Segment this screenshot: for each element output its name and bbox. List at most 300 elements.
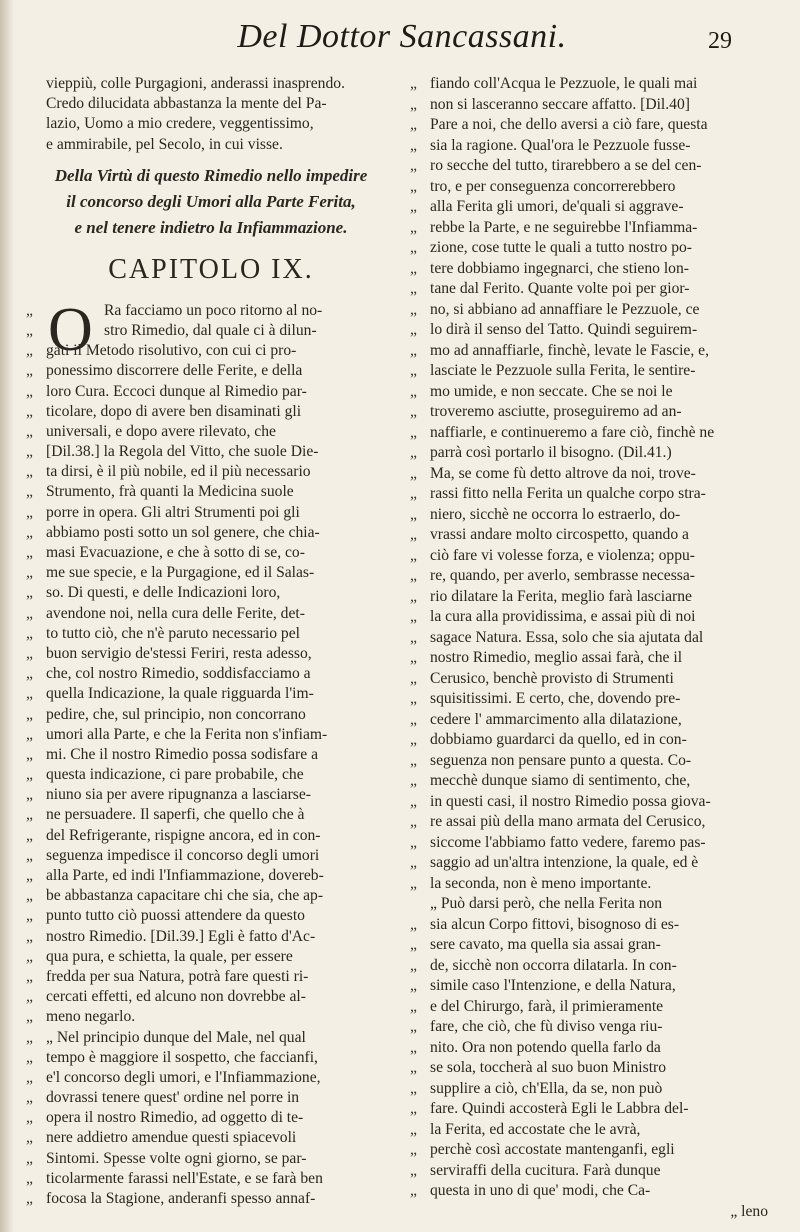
line-text: qua pura, e schietta, la quale, per essere bbox=[46, 947, 293, 965]
right-column bbox=[410, 74, 774, 1222]
text-line bbox=[410, 197, 774, 218]
quote-mark: „ bbox=[410, 772, 417, 789]
quote-mark: „ bbox=[26, 443, 33, 461]
line-text: avendone noi, nella cura delle Ferite, det- bbox=[46, 604, 305, 622]
text-line bbox=[410, 1038, 774, 1059]
line-text: supplire a ciò, ch'Ella, da se, non può bbox=[430, 1079, 663, 1097]
left-body bbox=[26, 341, 396, 1209]
line-text: e'l concorso degli umori, e l'Infiammazione, bbox=[46, 1068, 321, 1086]
quote-mark: „ bbox=[410, 915, 417, 933]
text-line bbox=[410, 976, 774, 997]
line-text: in questi casi, il nostro Rimedio possa giova- bbox=[430, 792, 711, 810]
line-text: sere cavato, ma quella sia assai gran- bbox=[430, 936, 661, 953]
text-line bbox=[410, 464, 774, 485]
line-text: parrà così portarlo il bisogno. (Dil.41.) bbox=[430, 444, 672, 461]
quote-mark: „ bbox=[26, 846, 33, 864]
line-text: Cerusico, benchè provisto di Strumenti bbox=[430, 669, 674, 687]
quote-mark: „ bbox=[410, 546, 417, 564]
line-text: nito. Ora non potendo quella farlo da bbox=[430, 1038, 661, 1056]
line-text: alla Parte, ed indi l'Infiammazione, dovereb- bbox=[46, 867, 324, 884]
quote-mark: „ bbox=[26, 1048, 33, 1066]
line-text: to tutto ciò, che n'è paruto necessario pel bbox=[46, 624, 300, 642]
line-text: porre in opera. Gli altri Strumenti poi gli bbox=[46, 503, 300, 521]
line-text: vieppiù, colle Purgagioni, anderassi inasprendo. bbox=[46, 75, 345, 92]
text-line bbox=[410, 279, 774, 300]
line-text: vrassi andare molto circospetto, quando a bbox=[430, 526, 689, 543]
text-line bbox=[410, 1017, 774, 1038]
text-line bbox=[410, 628, 774, 649]
line-text: mo ad annaffiarle, finchè, levate le Fascie, e, bbox=[430, 341, 709, 359]
line-text: questa indicazione, ci pare probabile, che bbox=[46, 766, 304, 784]
line-text: mo umide, e non seccate. Che se noi le bbox=[430, 382, 673, 400]
text-line bbox=[26, 664, 396, 684]
text-line bbox=[410, 177, 774, 198]
line-text: [Dil.38.] la Regola del Vitto, che suole Die- bbox=[46, 443, 319, 461]
text-line bbox=[410, 771, 774, 792]
quote-mark: „ bbox=[410, 505, 417, 523]
line-text: Strumento, frà quanti la Medicina suole bbox=[46, 483, 294, 501]
line-text: „ Può darsi però, che nella Ferita non bbox=[430, 895, 663, 912]
line-text: masi Evacuazione, e che à sotto di se, co- bbox=[46, 544, 305, 561]
text-line bbox=[410, 792, 774, 813]
line-text: fiando coll'Acqua le Pezzuole, le quali mai bbox=[430, 75, 698, 92]
chapter-title: CAPITOLO IX. bbox=[108, 253, 314, 285]
text-line bbox=[410, 853, 774, 874]
line-text: ciò fare vi volesse forza, e violenza; oppu- bbox=[430, 546, 695, 564]
quote-mark: „ bbox=[410, 485, 417, 502]
text-line bbox=[410, 95, 774, 116]
quote-mark: „ bbox=[410, 710, 417, 728]
text-line bbox=[26, 74, 396, 94]
line-text: niero, sicchè ne occorra lo estraerlo, do- bbox=[430, 505, 681, 523]
text-line bbox=[26, 987, 396, 1007]
quote-mark: „ bbox=[26, 665, 33, 683]
quote-mark: „ bbox=[26, 342, 33, 360]
line-text: seguenza non pensare punto a questa. Co- bbox=[430, 751, 692, 769]
line-text: del Refrigerante, rispigne ancora, ed in con- bbox=[46, 826, 321, 844]
quote-mark: „ bbox=[410, 198, 417, 215]
line-text: perchè così accostate mantenganfi, egli bbox=[430, 1141, 675, 1158]
line-text: lasciate le Pezzuole sulla Ferita, le sentire- bbox=[430, 362, 696, 379]
line-text: ta dirsi, è il più nobile, ed il più necessario bbox=[46, 463, 311, 481]
quote-mark: „ bbox=[26, 705, 33, 723]
text-line bbox=[26, 462, 396, 482]
line-text: questa in uno di que' modi, che Ca- bbox=[430, 1182, 651, 1199]
right-body bbox=[410, 74, 774, 1202]
quote-mark: „ bbox=[26, 766, 33, 784]
quote-mark: „ bbox=[410, 1038, 417, 1056]
text-line bbox=[26, 947, 396, 967]
line-text: punto tutto ciò puossi attendere da questo bbox=[46, 907, 305, 925]
line-text: ticolarmente farassi nell'Estate, e se farà ben bbox=[46, 1169, 323, 1187]
line-text: sia alcun Corpo fittovi, bisognoso di es- bbox=[430, 915, 680, 933]
text-line bbox=[410, 484, 774, 505]
quote-mark: „ bbox=[26, 1089, 33, 1107]
quote-mark: „ bbox=[410, 157, 417, 174]
quote-mark: „ bbox=[410, 649, 417, 666]
quote-mark: „ bbox=[410, 608, 417, 625]
text-line bbox=[410, 894, 774, 915]
quote-mark: „ bbox=[26, 685, 33, 703]
quote-mark: „ bbox=[410, 977, 417, 994]
line-text: squisitissimi. E certo, che, dovendo pre- bbox=[430, 690, 681, 707]
text-line bbox=[26, 1149, 396, 1169]
line-text: dobbiamo guardarci da quello, ed in con- bbox=[430, 731, 687, 748]
left-column bbox=[26, 74, 396, 1209]
line-text: stro Rimedio, dal quale ci à dilun- bbox=[104, 321, 317, 339]
quote-mark: „ bbox=[26, 887, 33, 905]
line-text: sia la ragione. Qual'ora le Pezzuole fusse- bbox=[430, 136, 691, 154]
quote-mark: „ bbox=[410, 280, 417, 297]
text-line bbox=[26, 1068, 396, 1088]
text-line bbox=[410, 607, 774, 628]
line-text: la seconda, non è meno importante. bbox=[430, 874, 652, 892]
quote-mark: „ bbox=[410, 587, 417, 605]
line-text: so. Di questi, e delle Indicazioni loro, bbox=[46, 584, 281, 602]
text-line bbox=[26, 826, 396, 846]
line-text: simile caso l'Intenzione, e della Natura, bbox=[430, 977, 676, 994]
quote-mark: „ bbox=[410, 75, 417, 92]
quote-mark: „ bbox=[410, 792, 417, 810]
quote-mark: „ bbox=[26, 1190, 33, 1207]
text-line bbox=[410, 669, 774, 690]
line-text: ticolare, dopo di avere ben disaminati gli bbox=[46, 402, 302, 420]
line-text: focosa la Stagione, anderanfi spesso annaf- bbox=[46, 1190, 316, 1207]
quote-mark: „ bbox=[26, 503, 33, 521]
text-line bbox=[410, 525, 774, 546]
line-text: cercati effetti, ed alcuno non dovrebbe al- bbox=[46, 988, 306, 1006]
text-line bbox=[410, 300, 774, 321]
text-line bbox=[410, 505, 774, 526]
quote-mark: „ bbox=[26, 1008, 33, 1026]
quote-mark: „ bbox=[26, 604, 33, 622]
text-line bbox=[410, 136, 774, 157]
line-text: re assai più della mano armata del Cerusico, bbox=[430, 813, 706, 830]
line-text: siccome l'abbiamo fatto vedere, faremo pas- bbox=[430, 833, 706, 851]
quote-mark: „ bbox=[410, 1100, 417, 1117]
quote-mark: „ bbox=[410, 1059, 417, 1076]
text-line bbox=[26, 1108, 396, 1128]
quote-mark: „ bbox=[410, 690, 417, 707]
line-text: cedere l' ammarcimento alla dilatazione, bbox=[430, 710, 682, 728]
line-text: Pare a noi, che dello aversi a ciò fare, questa bbox=[430, 116, 708, 133]
line-text: troveremo asciutte, proseguiremo ad an- bbox=[430, 403, 682, 420]
text-line bbox=[26, 402, 396, 422]
text-line bbox=[410, 74, 774, 95]
text-line bbox=[26, 644, 396, 664]
quote-mark: „ bbox=[410, 567, 417, 584]
text-line bbox=[26, 503, 396, 523]
text-line bbox=[410, 156, 774, 177]
text-line bbox=[26, 684, 396, 704]
text-line bbox=[26, 805, 396, 825]
quote-mark: „ bbox=[26, 725, 33, 743]
quote-mark: „ bbox=[410, 854, 417, 871]
quote-mark: „ bbox=[410, 1161, 417, 1179]
quote-mark: „ bbox=[26, 544, 33, 561]
quote-mark: „ bbox=[26, 1109, 33, 1127]
heading-line: e nel tenere indietro la Infiammazione. bbox=[74, 217, 348, 237]
line-text: alla Ferita gli umori, de'quali si aggrave- bbox=[430, 198, 684, 215]
quote-mark: „ bbox=[26, 463, 33, 481]
quote-mark: „ bbox=[26, 1149, 33, 1167]
quote-mark: „ bbox=[26, 422, 33, 440]
quote-mark: „ bbox=[26, 826, 33, 844]
text-line bbox=[410, 997, 774, 1018]
line-text: mecchè dunque siamo di sentimento, che, bbox=[430, 772, 691, 789]
text-line bbox=[26, 906, 396, 926]
quote-mark: „ bbox=[410, 833, 417, 851]
line-text: nostro Rimedio, meglio assai farà, che il bbox=[430, 649, 683, 666]
line-text: rio dilatare la Ferita, meglio farà lasciarne bbox=[430, 587, 692, 605]
line-text: „ Nel principio dunque del Male, nel qual bbox=[46, 1028, 306, 1046]
quote-mark: „ bbox=[410, 341, 417, 359]
line-text: la cura alla providissima, e assai più di noi bbox=[430, 608, 696, 625]
quote-mark: „ bbox=[410, 936, 417, 953]
quote-mark: „ bbox=[26, 806, 33, 824]
line-text: re, quando, per averlo, sembrasse necessa- bbox=[430, 567, 695, 584]
line-text: zione, cose tutte le quali a tutto nostro po- bbox=[430, 239, 692, 256]
quote-mark: „ bbox=[410, 403, 417, 420]
text-line bbox=[410, 730, 774, 751]
quote-mark: „ bbox=[26, 1068, 33, 1086]
quote-mark: „ bbox=[410, 239, 417, 256]
text-line bbox=[410, 1120, 774, 1141]
text-line bbox=[26, 523, 396, 543]
text-line bbox=[410, 812, 774, 833]
text-line bbox=[26, 866, 396, 886]
text-line bbox=[410, 710, 774, 731]
text-line bbox=[26, 1169, 396, 1189]
text-line bbox=[410, 1181, 774, 1202]
quote-mark: „ bbox=[410, 136, 417, 154]
text-line bbox=[26, 114, 396, 134]
text-line bbox=[26, 927, 396, 947]
text-line bbox=[410, 218, 774, 239]
quote-mark: „ bbox=[26, 624, 33, 642]
quote-mark: „ bbox=[410, 177, 417, 195]
text-line bbox=[410, 1140, 774, 1161]
text-line bbox=[410, 915, 774, 936]
text-line bbox=[26, 785, 396, 805]
text-line bbox=[26, 482, 396, 502]
text-line bbox=[26, 135, 396, 155]
line-text: rassi fitto nella Ferita un qualche corpo stra- bbox=[430, 485, 706, 502]
line-text: Credo dilucidata abbastanza la mente del Pa- bbox=[46, 95, 327, 113]
line-text: pedire, che, sul principio, non concorrano bbox=[46, 705, 306, 723]
line-text: lazio, Uomo a mio credere, veggentissimo, bbox=[46, 115, 314, 133]
line-text: quella Indicazione, la quale rigguarda l'im- bbox=[46, 685, 314, 703]
line-text: nostro Rimedio. [Dil.39.] Egli è fatto d'Ac- bbox=[46, 927, 316, 945]
line-text: tane dal Ferito. Quante volte poi per gior- bbox=[430, 280, 690, 297]
line-text: ro secche del tutto, tirarebbero a se del cen- bbox=[430, 157, 702, 174]
quote-mark: „ bbox=[410, 464, 417, 482]
line-text: tro, e per conseguenza concorrerebbero bbox=[430, 177, 676, 195]
line-text: la Ferita, ed accostate che le avrà, bbox=[430, 1120, 641, 1138]
text-line bbox=[26, 563, 396, 583]
text-line bbox=[410, 546, 774, 567]
text-line bbox=[26, 1028, 396, 1048]
line-text: e del Chirurgo, farà, il primieramente bbox=[430, 997, 664, 1015]
text-line bbox=[410, 874, 774, 895]
line-text: Ma, se come fù detto altrove da noi, trove- bbox=[430, 464, 696, 482]
quote-mark: „ bbox=[410, 423, 417, 441]
text-line bbox=[26, 422, 396, 442]
page-number: 29 bbox=[708, 28, 732, 54]
quote-mark: „ bbox=[26, 947, 33, 965]
line-text: Sintomi. Spesse volte ogni giorno, se par- bbox=[46, 1149, 307, 1167]
quote-mark: „ bbox=[26, 1028, 33, 1046]
quote-mark: „ bbox=[26, 523, 33, 541]
quote-mark: „ bbox=[26, 867, 33, 884]
text-line bbox=[26, 94, 396, 114]
line-text: fare. Quindi accosterà Egli le Labbra del- bbox=[430, 1100, 689, 1117]
line-text: me sue specie, e la Purgagione, ed il Salas- bbox=[46, 564, 315, 582]
text-line bbox=[410, 341, 774, 362]
quote-mark: „ bbox=[26, 1129, 33, 1147]
quote-mark: „ bbox=[410, 1141, 417, 1158]
line-text: meno negarlo. bbox=[46, 1008, 136, 1026]
quote-mark: „ bbox=[26, 745, 33, 763]
text-line bbox=[410, 259, 774, 280]
line-text: saggio ad un'altra intenzione, la quale, ed è bbox=[430, 854, 699, 871]
line-text: loro Cura. Eccoci dunque al Rimedio par- bbox=[46, 382, 307, 400]
line-text: nere addietro amendue questi spiacevoli bbox=[46, 1129, 297, 1147]
quote-mark: „ bbox=[26, 988, 33, 1006]
text-line bbox=[410, 648, 774, 669]
quote-mark: „ bbox=[410, 321, 417, 338]
chapter-subject-heading bbox=[26, 163, 396, 241]
text-line bbox=[26, 442, 396, 462]
drop-cap: O bbox=[48, 295, 93, 364]
text-line bbox=[26, 725, 396, 745]
text-line bbox=[26, 604, 396, 624]
text-line bbox=[410, 238, 774, 259]
line-text: se sola, toccherà al suo buon Ministro bbox=[430, 1059, 667, 1076]
line-text: opera il nostro Rimedio, ad oggetto di te- bbox=[46, 1109, 304, 1127]
line-text: Ra facciamo un poco ritorno al no- bbox=[104, 301, 323, 319]
line-text: naffiarle, e continueremo a fare ciò, finchè ne bbox=[430, 423, 715, 441]
line-text: no, si abbiano ad annaffiare le Pezzuole, ce bbox=[430, 300, 700, 318]
text-line bbox=[26, 624, 396, 644]
text-line bbox=[410, 402, 774, 423]
line-text: sagace Natura. Essa, solo che sia ajutata dal bbox=[430, 628, 704, 646]
text-line bbox=[410, 751, 774, 772]
quote-mark: „ bbox=[26, 1169, 33, 1187]
quote-mark: „ bbox=[410, 1079, 417, 1097]
line-text: de, sicchè non occorra dilatarla. In con- bbox=[430, 956, 677, 974]
quote-mark: „ bbox=[410, 218, 417, 236]
text-line bbox=[26, 886, 396, 906]
text-line bbox=[410, 1079, 774, 1100]
text-line bbox=[26, 543, 396, 563]
quote-mark: „ bbox=[410, 1120, 417, 1138]
left-intro bbox=[26, 74, 396, 155]
quote-mark: „ bbox=[26, 301, 33, 319]
text-line bbox=[26, 1189, 396, 1209]
text-line bbox=[26, 1048, 396, 1068]
quote-mark: „ bbox=[410, 362, 417, 379]
text-line bbox=[26, 967, 396, 987]
line-text: umori alla Parte, e che la Ferita non s'infiam- bbox=[46, 725, 328, 743]
line-text: e ammirabile, pel Secolo, in cui visse. bbox=[46, 135, 283, 153]
quote-mark: „ bbox=[26, 362, 33, 380]
quote-mark: „ bbox=[410, 956, 417, 974]
line-text: non si lasceranno seccare affatto. [Dil.40] bbox=[430, 95, 690, 113]
line-text: rebbe la Parte, e ne seguirebbe l'Infiamma- bbox=[430, 218, 698, 236]
quote-mark: „ bbox=[410, 669, 417, 687]
quote-mark: „ bbox=[26, 907, 33, 925]
text-line bbox=[410, 956, 774, 977]
text-line bbox=[26, 745, 396, 765]
line-text: ponessimo discorrere delle Ferite, e della bbox=[46, 362, 303, 380]
text-line bbox=[26, 361, 396, 381]
text-line bbox=[26, 1088, 396, 1108]
quote-mark: „ bbox=[26, 967, 33, 985]
heading-line: Della Virtù di questo Rimedio nello impedire bbox=[54, 165, 368, 185]
text-line bbox=[410, 689, 774, 710]
quote-mark: „ bbox=[410, 628, 417, 646]
text-line bbox=[26, 1128, 396, 1148]
quote-mark: „ bbox=[410, 997, 417, 1015]
quote-mark: „ bbox=[26, 644, 33, 662]
text-line bbox=[410, 1058, 774, 1079]
line-text: gàti il Metodo risolutivo, con cui ci pro- bbox=[46, 342, 297, 360]
text-line bbox=[26, 1007, 396, 1027]
line-text: seguenza impedisce il concorso degli umori bbox=[46, 846, 320, 864]
running-title: Del Dottor Sancassani. bbox=[237, 18, 567, 55]
line-text: tere dobbiamo ingegnarci, che stieno lon- bbox=[430, 259, 689, 277]
text-line bbox=[410, 115, 774, 136]
line-text: buon servigio de'stessi Feriri, resta adesso, bbox=[46, 644, 312, 662]
quote-mark: „ bbox=[410, 444, 417, 461]
line-text: dovrassi tenere quest' ordine nel porre in bbox=[46, 1089, 300, 1107]
text-line bbox=[410, 1161, 774, 1182]
quote-mark: „ bbox=[26, 382, 33, 400]
quote-mark: „ bbox=[410, 731, 417, 748]
line-text: serviraffi della cucitura. Farà dunque bbox=[430, 1161, 661, 1179]
quote-mark: „ bbox=[410, 874, 417, 892]
quote-mark: „ bbox=[410, 116, 417, 133]
line-text: tempo è maggiore il sospetto, che faccianfi, bbox=[46, 1048, 318, 1066]
quote-mark: „ bbox=[26, 402, 33, 420]
text-line bbox=[26, 583, 396, 603]
binding-shadow bbox=[0, 0, 14, 1232]
line-text: abbiamo posti sotto un sol genere, che chia- bbox=[46, 523, 320, 541]
text-line bbox=[26, 846, 396, 866]
line-text: ne persuadere. Il saperfi, che quello che à bbox=[46, 806, 305, 824]
line-text: mi. Che il nostro Rimedio possa sodisfare a bbox=[46, 745, 318, 763]
line-text: be abbastanza capacitare chi che sia, che ap- bbox=[46, 887, 324, 905]
text-line bbox=[26, 705, 396, 725]
text-line bbox=[410, 443, 774, 464]
quote-mark: „ bbox=[26, 927, 33, 945]
line-text: che, col nostro Rimedio, soddisfacciamo a bbox=[46, 665, 311, 683]
text-line bbox=[410, 566, 774, 587]
line-text: universali, e dopo avere rilevato, che bbox=[46, 422, 276, 440]
quote-mark: „ bbox=[26, 321, 33, 339]
text-line bbox=[410, 587, 774, 608]
text-line bbox=[410, 382, 774, 403]
text-line bbox=[410, 1099, 774, 1120]
quote-mark: „ bbox=[410, 751, 417, 769]
text-line bbox=[26, 765, 396, 785]
line-text: fredda per sua Natura, potrà fare questi ri- bbox=[46, 967, 309, 985]
line-text: lo dirà il senso del Tatto. Quindi seguirem- bbox=[430, 321, 698, 338]
quote-mark: „ bbox=[410, 95, 417, 113]
quote-mark: „ bbox=[410, 300, 417, 318]
quote-mark: „ bbox=[410, 259, 417, 277]
